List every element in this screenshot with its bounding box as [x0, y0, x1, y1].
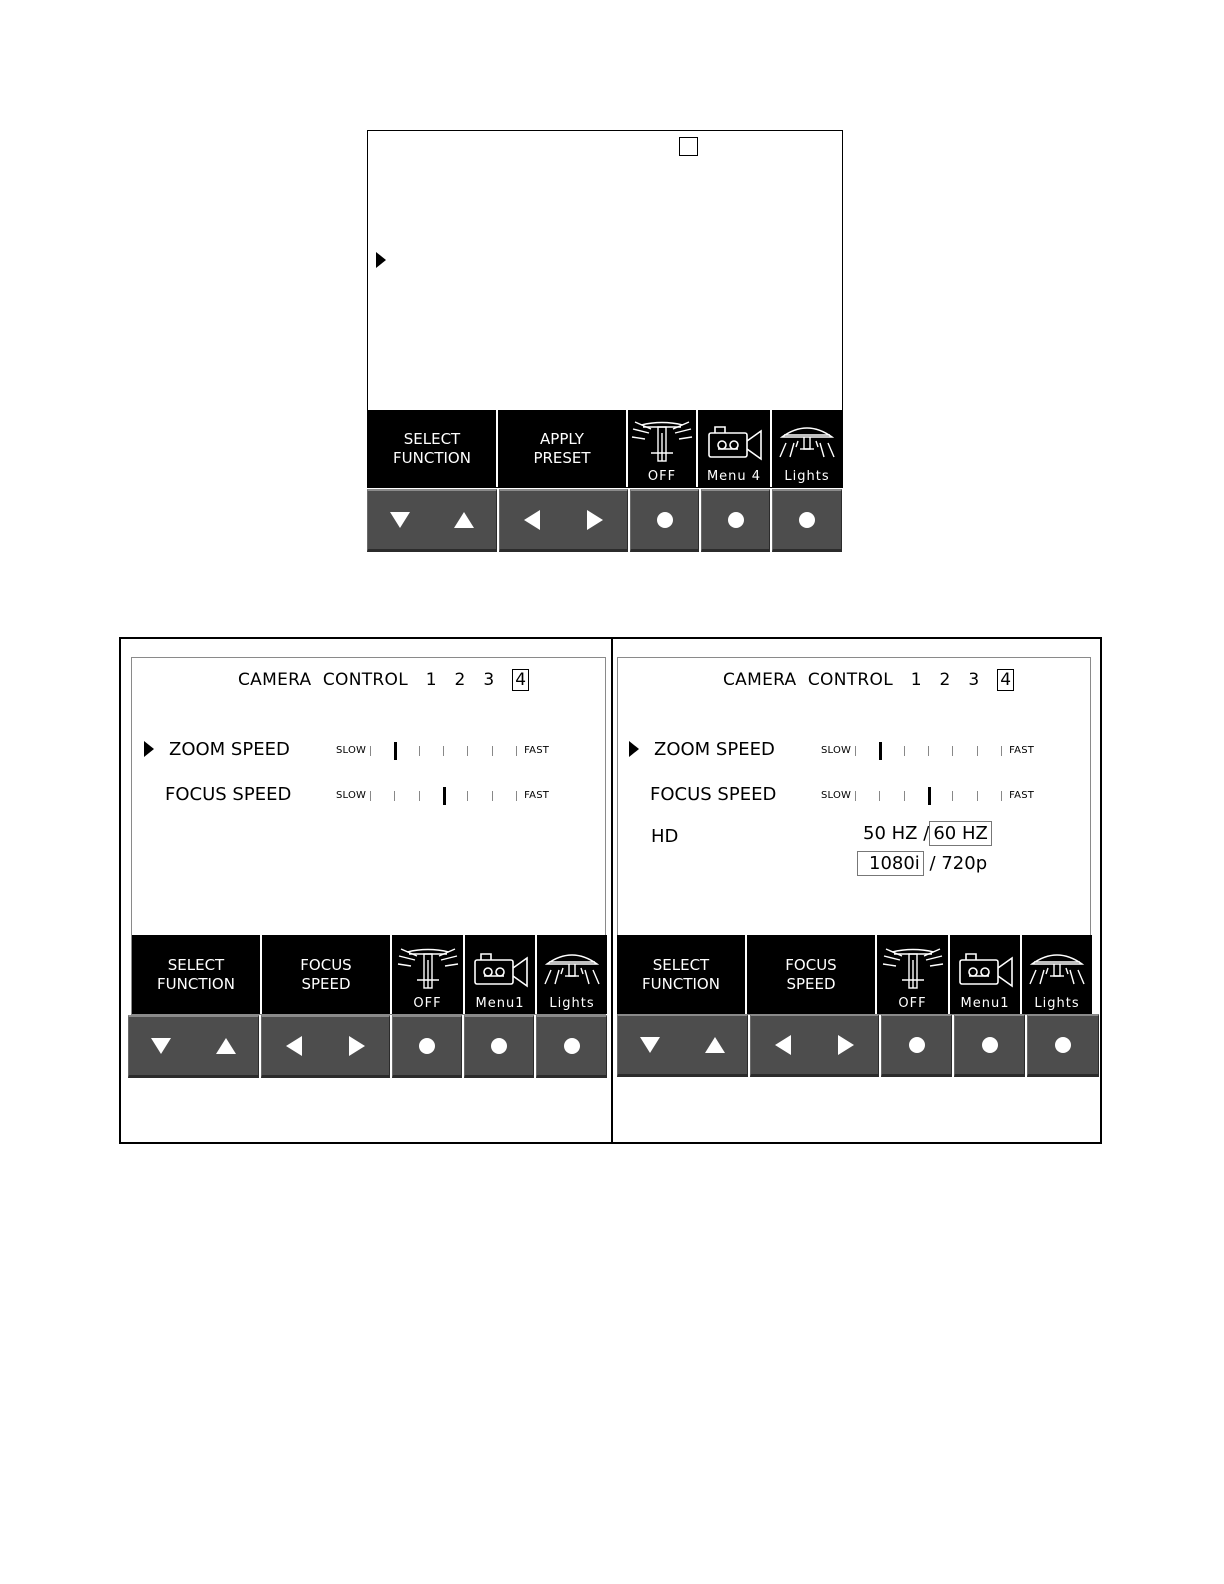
- arrow-right-icon: [837, 1034, 855, 1056]
- slider-tick: [516, 791, 517, 801]
- selection-pointer: [629, 741, 639, 757]
- select-function-key[interactable]: [368, 410, 496, 487]
- zoom-speed-slider[interactable]: [821, 740, 1034, 760]
- arrow-left-icon: [523, 509, 541, 531]
- soft-key-line2: FUNCTION: [642, 974, 720, 993]
- right-soft-keys: [617, 935, 1092, 1014]
- slider-tick: [1001, 746, 1002, 756]
- freq-60hz-option[interactable]: 60 HZ: [929, 821, 992, 846]
- arrow-left-icon: [285, 1035, 303, 1057]
- arrow-up-icon: [453, 511, 475, 529]
- slider-tick: [370, 746, 371, 756]
- slider-tick: [467, 746, 468, 756]
- wiper-caption: OFF: [647, 469, 677, 484]
- res-separator: /: [929, 853, 936, 874]
- lights-caption: Lights: [784, 469, 830, 484]
- slider-tick: [370, 791, 371, 801]
- lights-icon: [541, 946, 603, 995]
- dot-icon: [798, 511, 816, 529]
- fast-label: FAST: [1009, 744, 1035, 756]
- wiper-button[interactable]: [392, 1015, 462, 1078]
- dot-icon: [418, 1037, 436, 1055]
- slider-tick: [467, 791, 468, 801]
- slow-label: SLOW: [821, 744, 852, 756]
- slider-tick: [419, 746, 420, 756]
- camera-menu-key[interactable]: [950, 935, 1020, 1014]
- camera-menu-button[interactable]: [954, 1014, 1025, 1077]
- slider-tick: [952, 791, 953, 801]
- up-down-button[interactable]: [367, 489, 497, 552]
- focus-speed-slider[interactable]: [336, 785, 549, 805]
- wiper-key[interactable]: [392, 935, 463, 1014]
- focus-speed-key[interactable]: [262, 935, 390, 1014]
- dot-icon: [908, 1036, 926, 1054]
- slider-tick: [516, 746, 517, 756]
- slider-thumb: [879, 742, 882, 760]
- lights-caption: Lights: [549, 996, 595, 1011]
- arrow-right-icon: [586, 509, 604, 531]
- soft-key-line1: FOCUS: [785, 955, 837, 974]
- hd-resolution-selector[interactable]: [857, 853, 987, 874]
- lights-icon: [1026, 946, 1088, 995]
- focus-speed-label: FOCUS SPEED: [165, 784, 292, 805]
- camera-menu-button[interactable]: [464, 1015, 534, 1078]
- dot-icon: [563, 1037, 581, 1055]
- focus-speed-slider[interactable]: [821, 785, 1034, 805]
- left-soft-keys: [132, 935, 607, 1014]
- slider-tick: [879, 791, 880, 801]
- slider-tick: [394, 791, 395, 801]
- fast-label: FAST: [524, 744, 550, 756]
- right-hard-buttons: [617, 1014, 1099, 1077]
- camera-icon: [954, 946, 1016, 995]
- lights-key[interactable]: [772, 410, 842, 487]
- slider-tick: [492, 746, 493, 756]
- slider-ticks: [855, 740, 1005, 760]
- res-1080i-text: 1080i: [869, 853, 920, 874]
- slider-thumb: [928, 787, 931, 805]
- slider-tick: [855, 791, 856, 801]
- lights-key[interactable]: [537, 935, 607, 1014]
- slow-label: SLOW: [336, 744, 367, 756]
- camera-1-tab[interactable]: 1: [425, 670, 437, 690]
- arrow-down-icon: [150, 1037, 172, 1055]
- selection-pointer: [376, 252, 386, 268]
- freq-50hz-option[interactable]: 50 HZ: [863, 823, 918, 844]
- slider-ticks: [855, 785, 1005, 805]
- zoom-speed-label: ZOOM SPEED: [654, 739, 775, 760]
- wiper-key[interactable]: [628, 410, 696, 487]
- camera-icon: [703, 419, 765, 468]
- slider-tick: [419, 791, 420, 801]
- right-camera-control-title: [723, 670, 1014, 690]
- left-camera-control-title: [238, 670, 529, 690]
- soft-key-line1: SELECT: [403, 429, 461, 448]
- slider-thumb: [443, 787, 446, 805]
- arrow-up-icon: [215, 1037, 237, 1055]
- left-hard-buttons: [128, 1015, 607, 1078]
- res-720p-option[interactable]: 720p: [941, 853, 988, 874]
- up-down-button[interactable]: [128, 1015, 259, 1078]
- dot-icon: [981, 1036, 999, 1054]
- slider-tick: [904, 791, 905, 801]
- soft-key-line2: SPEED: [301, 974, 351, 993]
- slider-ticks: [370, 740, 520, 760]
- dot-icon: [727, 511, 745, 529]
- arrow-down-icon: [389, 511, 411, 529]
- wiper-caption: OFF: [413, 996, 442, 1011]
- soft-key-line2: FUNCTION: [393, 448, 471, 467]
- camera-menu-key[interactable]: [465, 935, 535, 1014]
- left-right-button[interactable]: [499, 489, 628, 552]
- slider-tick: [492, 791, 493, 801]
- freq-separator: /: [923, 823, 930, 844]
- slider-tick: [977, 746, 978, 756]
- camera-3-tab[interactable]: 3: [968, 670, 980, 690]
- slider-tick: [855, 746, 856, 756]
- camera-4-tab[interactable]: 4: [512, 669, 529, 691]
- soft-key-line2: SPEED: [786, 974, 836, 993]
- wiper-button[interactable]: [630, 489, 699, 552]
- camera-caption: Menu1: [475, 996, 525, 1011]
- frame-divider: [611, 637, 613, 1144]
- zoom-speed-slider[interactable]: [336, 740, 549, 760]
- lights-button[interactable]: [772, 489, 842, 552]
- wiper-icon: [631, 419, 693, 468]
- soft-key-line1: APPLY: [540, 429, 584, 448]
- apply-preset-key[interactable]: [498, 410, 626, 487]
- lights-key[interactable]: [1022, 935, 1092, 1014]
- lights-button[interactable]: [1027, 1014, 1099, 1077]
- up-down-button[interactable]: [617, 1014, 748, 1077]
- res-1080i-option[interactable]: [857, 851, 924, 876]
- lights-button[interactable]: [536, 1015, 607, 1078]
- slider-tick: [952, 746, 953, 756]
- arrow-up-icon: [704, 1036, 726, 1054]
- hd-label: HD: [651, 826, 679, 847]
- wiper-button[interactable]: [881, 1014, 952, 1077]
- top-soft-keys: [368, 410, 842, 487]
- dot-icon: [656, 511, 674, 529]
- arrow-left-icon: [774, 1034, 792, 1056]
- soft-key-line1: FOCUS: [300, 955, 352, 974]
- wiper-caption: OFF: [898, 996, 927, 1011]
- title-text: CAMERA CONTROL: [238, 670, 408, 690]
- slider-tick: [1001, 791, 1002, 801]
- slider-thumb: [394, 742, 397, 760]
- arrow-down-icon: [639, 1036, 661, 1054]
- left-right-button[interactable]: [261, 1015, 390, 1078]
- select-function-key[interactable]: [132, 935, 260, 1014]
- slider-tick: [928, 746, 929, 756]
- arrow-right-icon: [348, 1035, 366, 1057]
- selection-pointer: [144, 741, 154, 757]
- wiper-icon: [882, 946, 944, 995]
- camera-caption: Menu 4: [706, 469, 762, 484]
- hd-frequency-selector[interactable]: [863, 823, 992, 844]
- dot-icon: [1054, 1036, 1072, 1054]
- camera-2-tab[interactable]: 2: [939, 670, 951, 690]
- select-function-key[interactable]: [617, 935, 745, 1014]
- soft-key-line1: SELECT: [652, 955, 710, 974]
- left-right-button[interactable]: [750, 1014, 879, 1077]
- zoom-speed-label: ZOOM SPEED: [169, 739, 290, 760]
- slider-tick: [977, 791, 978, 801]
- title-text: CAMERA CONTROL: [723, 670, 893, 690]
- camera-4-tab[interactable]: 4: [997, 669, 1014, 691]
- lights-icon: [776, 419, 838, 468]
- dot-icon: [490, 1037, 508, 1055]
- camera-menu-key[interactable]: [698, 410, 770, 487]
- camera-menu-button[interactable]: [701, 489, 770, 552]
- slow-label: SLOW: [336, 789, 367, 801]
- camera-3-tab[interactable]: 3: [483, 670, 495, 690]
- camera-2-tab[interactable]: 2: [454, 670, 466, 690]
- soft-key-line2: PRESET: [533, 448, 591, 467]
- wiper-key[interactable]: [877, 935, 948, 1014]
- top-hard-buttons: [367, 489, 842, 552]
- fast-label: FAST: [524, 789, 550, 801]
- camera-icon: [469, 946, 531, 995]
- focus-speed-key[interactable]: [747, 935, 875, 1014]
- camera-1-tab[interactable]: 1: [910, 670, 922, 690]
- focus-speed-label: FOCUS SPEED: [650, 784, 777, 805]
- slider-ticks: [370, 785, 520, 805]
- soft-key-line1: SELECT: [167, 955, 225, 974]
- top-checkbox[interactable]: [679, 137, 698, 156]
- fast-label: FAST: [1009, 789, 1035, 801]
- slider-tick: [904, 746, 905, 756]
- lights-caption: Lights: [1034, 996, 1080, 1011]
- slider-tick: [443, 746, 444, 756]
- soft-key-line2: FUNCTION: [157, 974, 235, 993]
- slow-label: SLOW: [821, 789, 852, 801]
- camera-caption: Menu1: [960, 996, 1010, 1011]
- wiper-icon: [397, 946, 459, 995]
